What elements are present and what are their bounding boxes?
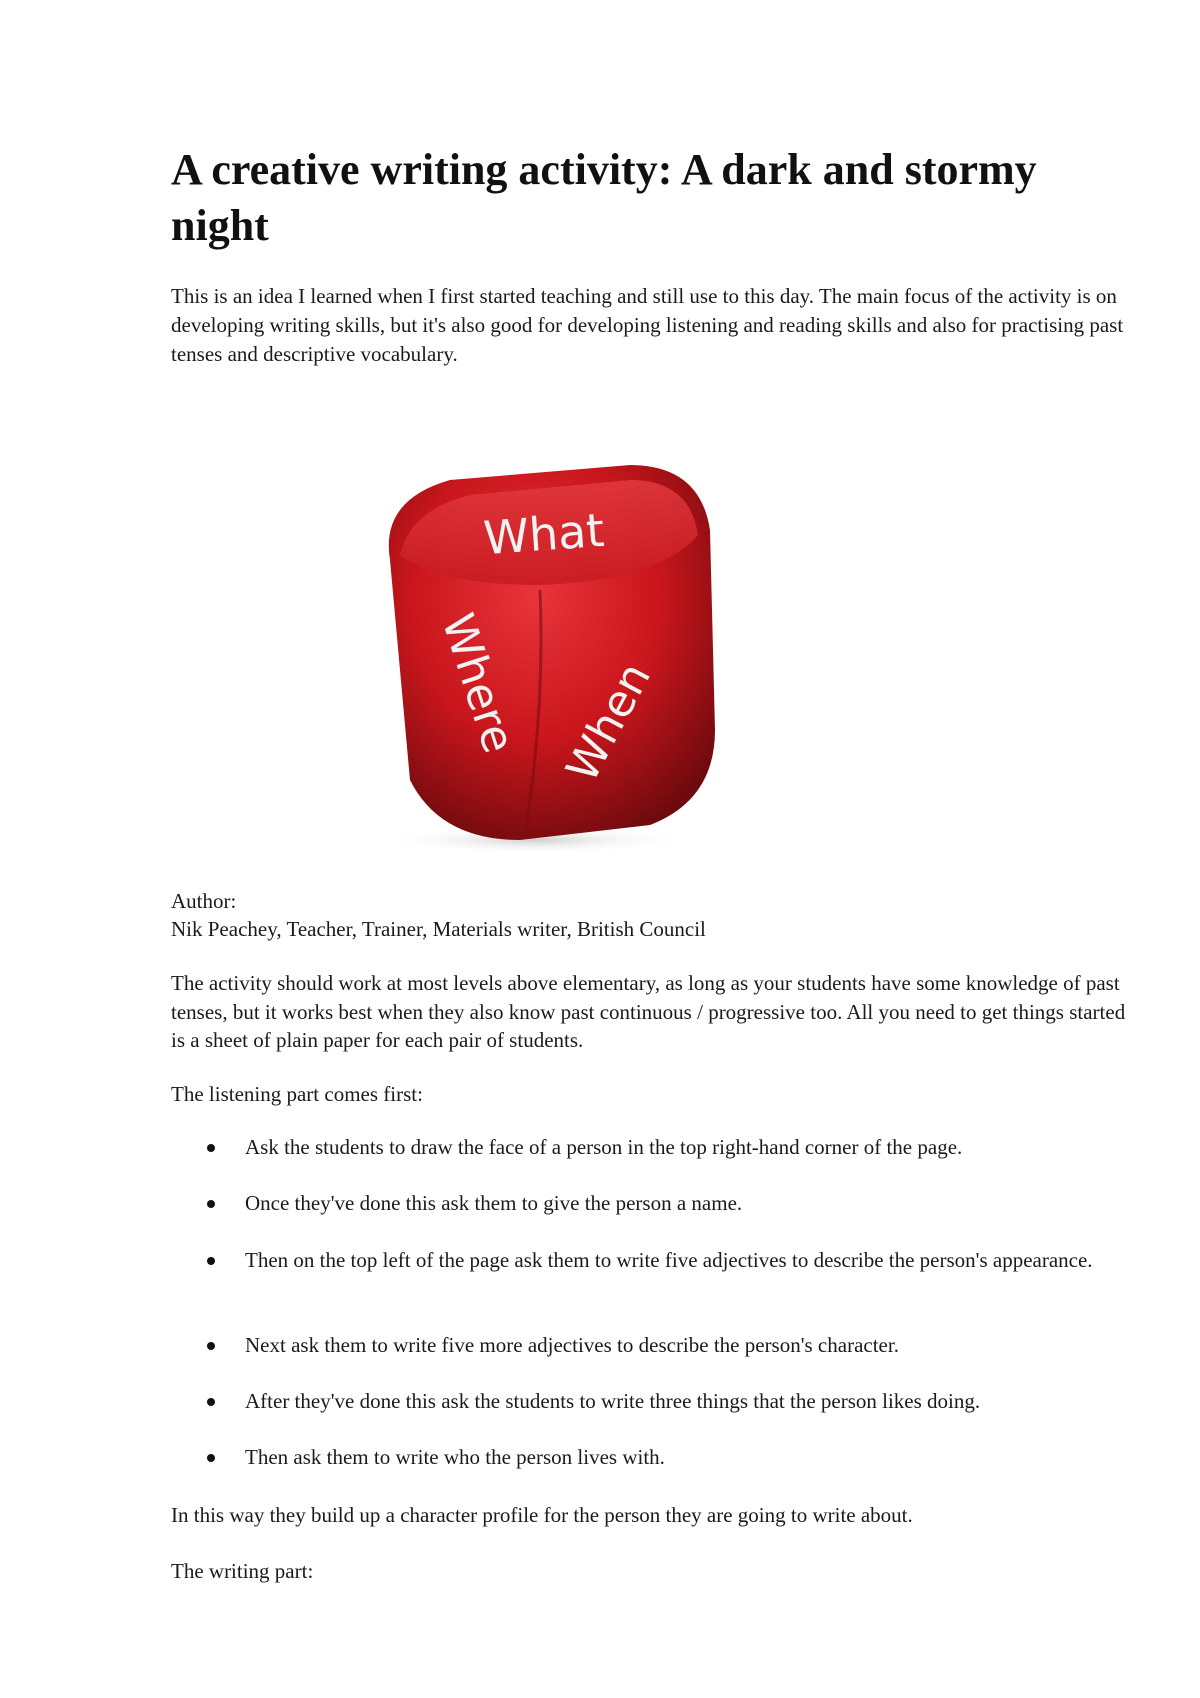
levels-paragraph: The activity should work at most levels above elementary, as long as your students have some knowledge of past tenses, but it works best when they also know past continuous / progressive too. All you need to get things started is a sheet of plain paper for each pair of students. bbox=[171, 971, 1126, 1052]
dice-illustration bbox=[330, 440, 750, 860]
dice-word-top: What bbox=[481, 502, 607, 566]
bullet-icon bbox=[207, 1200, 215, 1208]
question-dice-image bbox=[330, 440, 750, 860]
list-item bbox=[171, 1189, 742, 1218]
list-item bbox=[171, 1331, 899, 1360]
writing-intro: The writing part: bbox=[171, 1559, 314, 1583]
author-name: Nik Peachey, Teacher, Trainer, Materials writer, British Council bbox=[171, 917, 706, 941]
bullet-icon bbox=[207, 1398, 215, 1406]
list-item bbox=[171, 1443, 665, 1472]
bullet-icon bbox=[207, 1144, 215, 1152]
step-text: Then ask them to write who the person lives with. bbox=[245, 1445, 665, 1469]
bullet-icon bbox=[207, 1257, 215, 1265]
listening-intro: The listening part comes first: bbox=[171, 1082, 423, 1106]
intro-paragraph: This is an idea I learned when I first started teaching and still use to this day. The main focus of the activity is on developing writing skills, but it's also good for developing listening and reading skills and also for practising past tenses and descriptive vocabulary. bbox=[171, 284, 1124, 366]
profile-sentence: In this way they build up a character profile for the person they are going to write about. bbox=[171, 1503, 913, 1527]
step-text: After they've done this ask the students to write three things that the person likes doing. bbox=[245, 1389, 981, 1413]
dice-word-left: Where bbox=[431, 607, 525, 760]
step-text: Then on the top left of the page ask them to write five adjectives to describe the person's appearance. bbox=[245, 1248, 1093, 1272]
step-text: Once they've done this ask them to give the person a name. bbox=[245, 1191, 743, 1215]
bullet-icon bbox=[207, 1454, 215, 1462]
list-item bbox=[171, 1246, 1131, 1275]
article-title: A creative writing activity: A dark and stormy night bbox=[171, 145, 1037, 250]
step-text: Next ask them to write five more adjectives to describe the person's character. bbox=[245, 1333, 899, 1357]
bullet-icon bbox=[207, 1342, 215, 1350]
step-text: Ask the students to draw the face of a person in the top right-hand corner of the page. bbox=[245, 1135, 963, 1159]
list-item bbox=[171, 1133, 962, 1162]
author-label: Author: bbox=[171, 889, 237, 913]
dice-word-right: When bbox=[556, 654, 662, 791]
list-item bbox=[171, 1387, 980, 1416]
